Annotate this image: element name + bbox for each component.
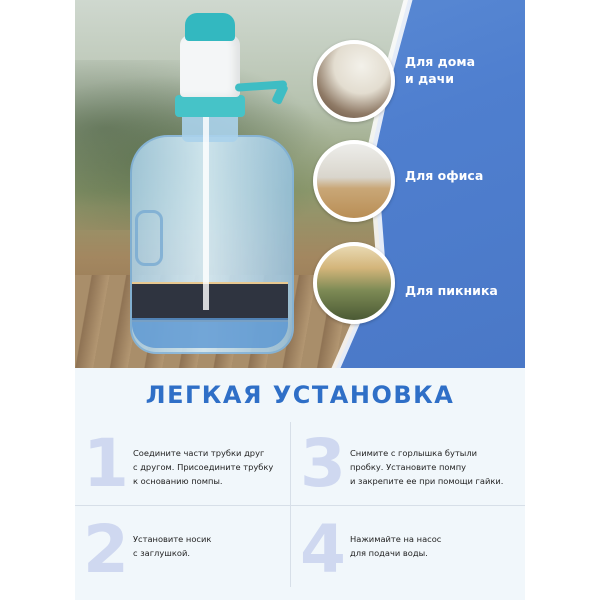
pump-tube [203,110,209,310]
step-line: с заглушкой. [133,548,190,558]
step-line: Установите носик [133,534,212,544]
pump-cap [185,13,235,41]
step-2 [83,510,303,592]
step-number: 3 [300,425,346,502]
step-number: 1 [83,425,129,502]
step-4 [300,510,520,592]
step-description [350,532,520,560]
step-number: 2 [83,511,129,588]
step-description [350,446,520,488]
feature-picnic-line-1: Для пикника [405,283,498,298]
step-number: 4 [300,511,346,588]
pump-collar [175,95,245,117]
step-line: пробку. Установите помпу [350,462,467,472]
bottle-water [132,318,288,348]
step-line: Нажимайте на насос [350,534,442,544]
feature-picnic-label [405,282,498,299]
step-line: Соедините части трубки друг [133,448,265,458]
office-photo-circle [313,140,395,222]
feature-home-label [405,53,475,87]
step-line: и закрепите ее при помощи гайки. [350,476,504,486]
bottle-label [132,282,288,322]
pump-body [180,35,240,97]
section-heading: ЛЕГКАЯ УСТАНОВКА [145,381,455,409]
feature-home-line-1: Для дома [405,54,476,69]
feature-picnic [313,242,525,332]
step-line: с другом. Присоедините трубку [133,462,274,472]
step-3 [300,424,520,506]
step-line: для подачи воды. [350,548,428,558]
picnic-photo-circle [313,242,395,324]
step-1 [83,424,303,506]
step-description [133,446,303,488]
feature-home [313,40,525,130]
feature-home-line-2: и дачи [405,71,454,86]
step-line: к основанию помпы. [133,476,223,486]
hero-photo [75,0,525,368]
step-line: Снимите с горлышка бутыли [350,448,478,458]
feature-office-line-1: Для офиса [405,168,484,183]
product-card [75,0,525,600]
feature-office-label [405,167,483,184]
step-description [133,532,303,560]
feature-office [313,140,525,230]
bottle-handle [135,210,163,266]
home-photo-circle [313,40,395,122]
